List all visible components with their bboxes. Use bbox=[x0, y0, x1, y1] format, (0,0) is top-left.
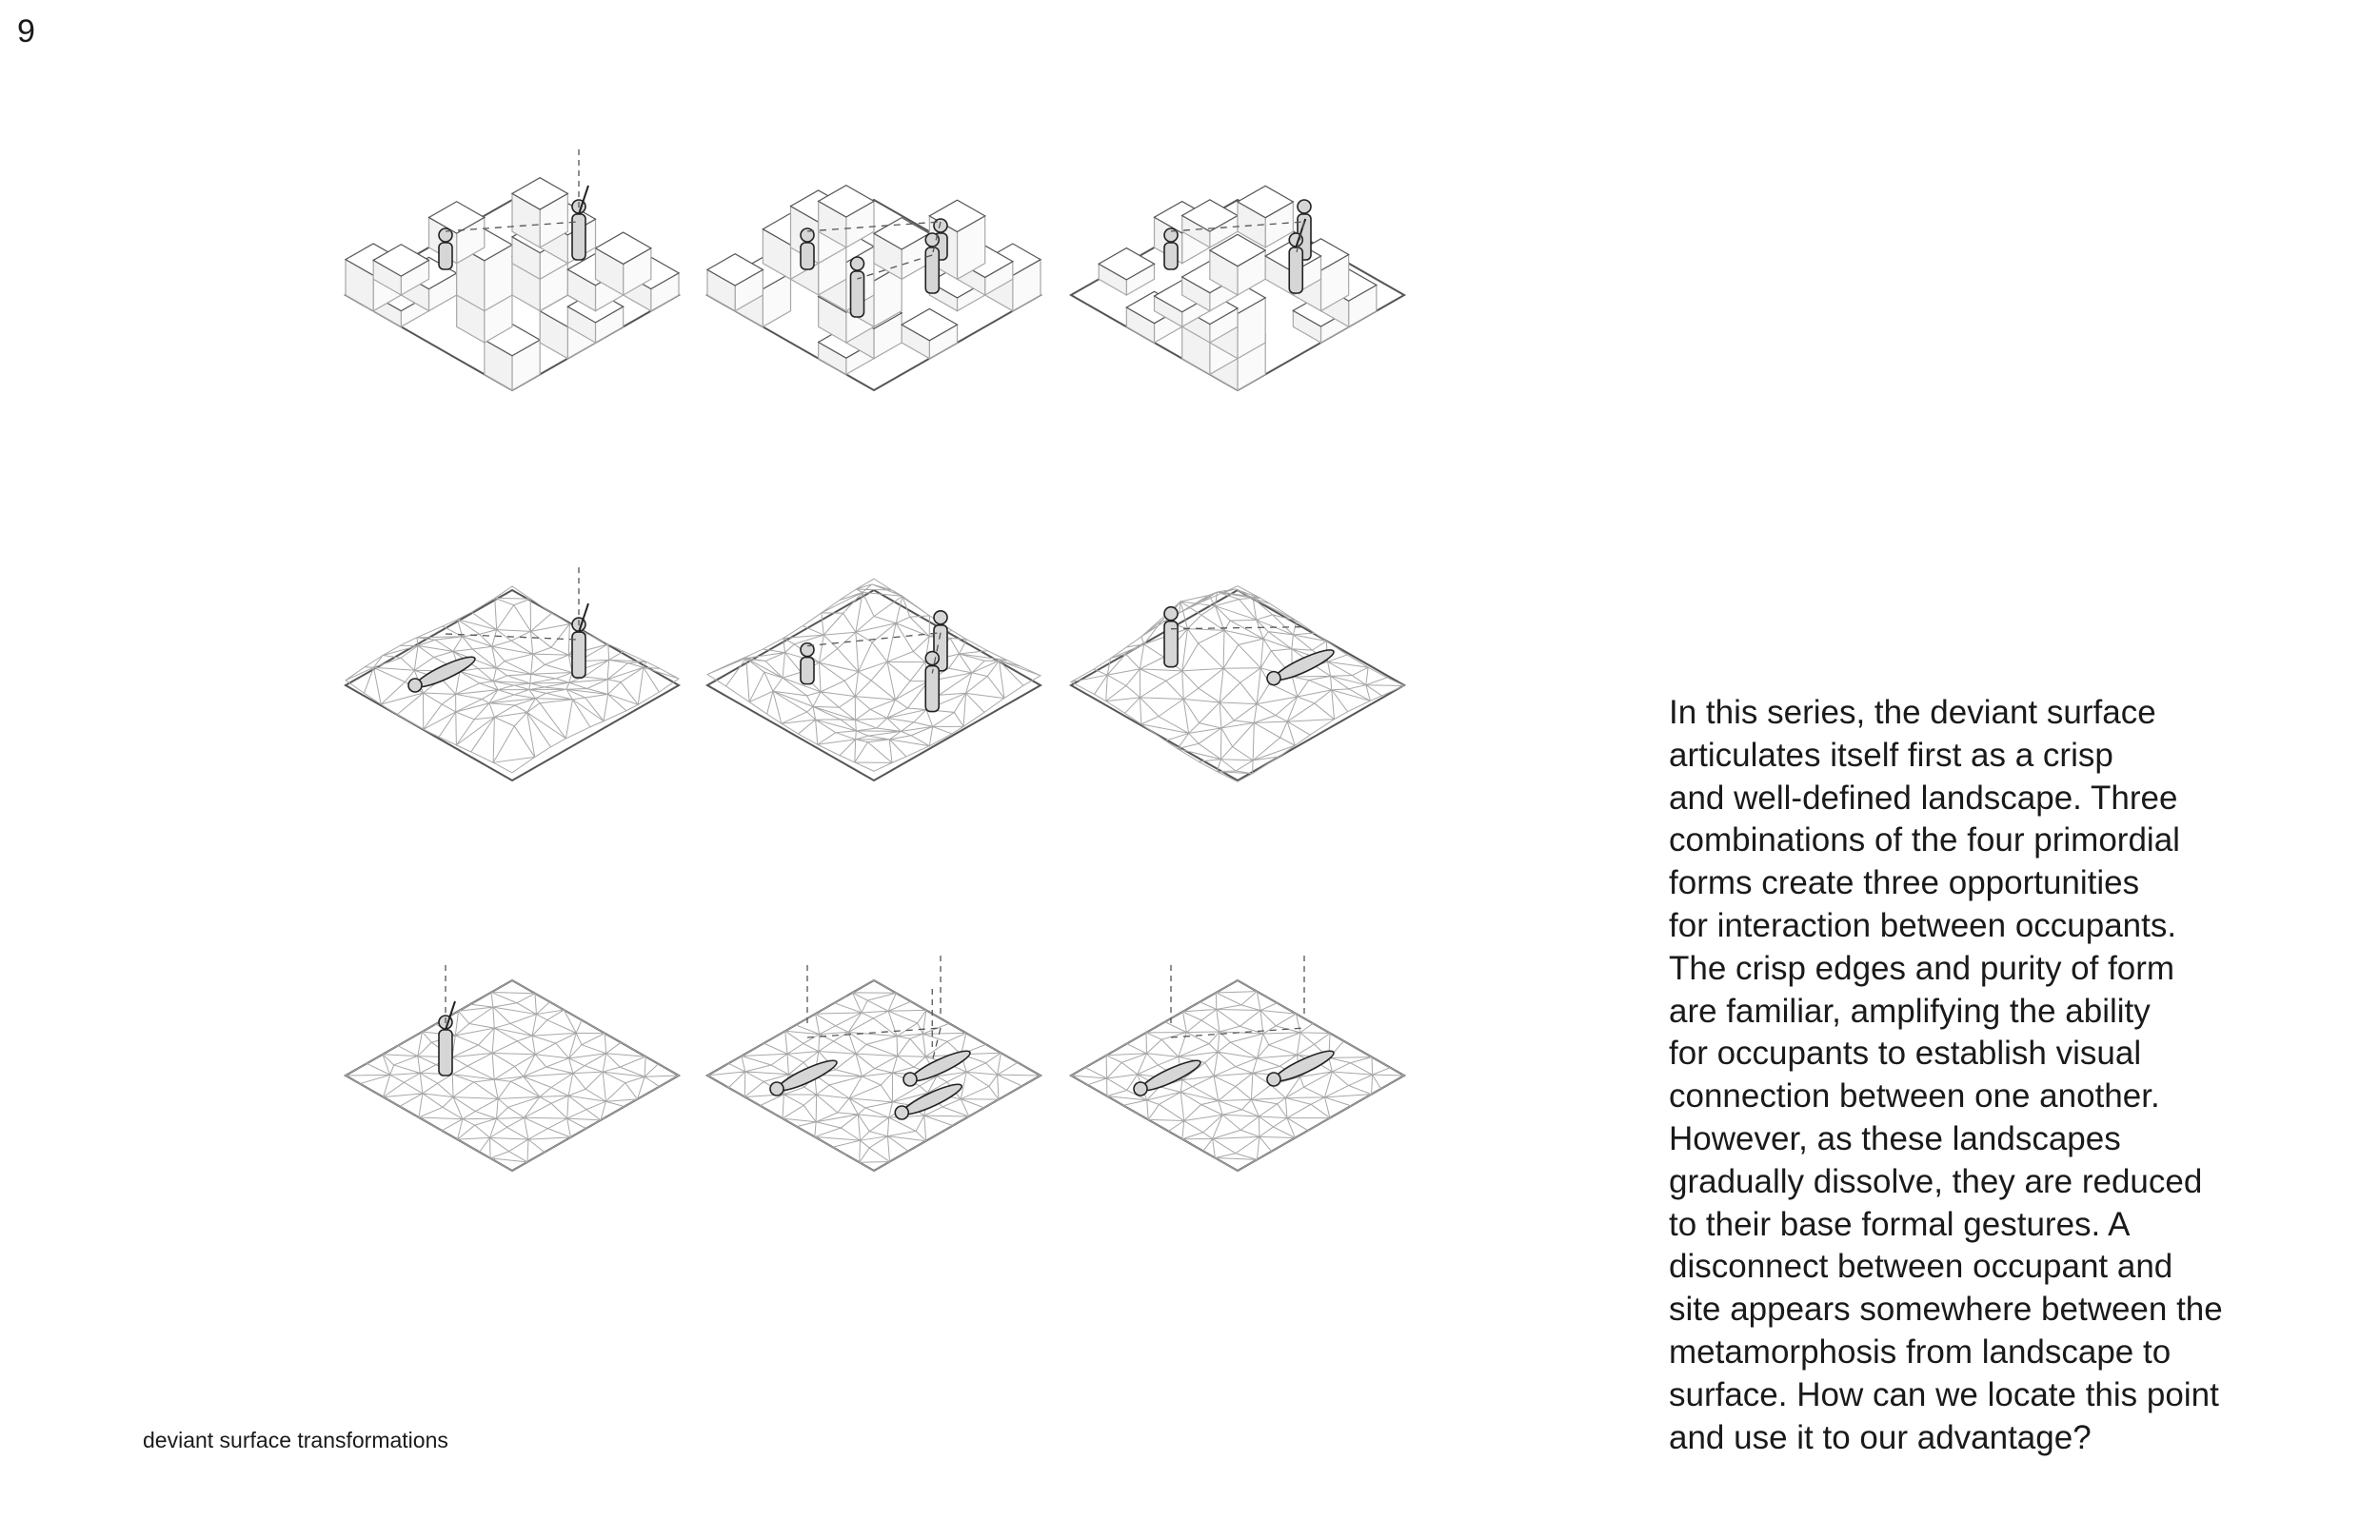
body-line: to their base formal gestures. A bbox=[1669, 1205, 2131, 1243]
panel-r2-c0 bbox=[346, 961, 679, 1171]
panel-r2-c1 bbox=[707, 952, 1041, 1171]
occupant-pointing-icon bbox=[572, 603, 588, 678]
surface-outline bbox=[707, 980, 1041, 1171]
figure-caption: deviant surface transformations bbox=[143, 1428, 448, 1452]
occupant-sitting-icon bbox=[439, 228, 452, 269]
body-line: for interaction between occupants. bbox=[1669, 906, 2177, 944]
body-line: disconnect between occupant and bbox=[1669, 1248, 2173, 1286]
body-line: forms create three opportunities bbox=[1669, 864, 2140, 902]
body-line: surface. How can we locate this point bbox=[1669, 1375, 2219, 1413]
surface-outline bbox=[1071, 980, 1404, 1171]
panel-r1-c2 bbox=[1071, 586, 1404, 781]
panel-r1-c1 bbox=[707, 579, 1041, 780]
body-line: for occupants to establish visual bbox=[1669, 1035, 2142, 1073]
occupant-standing-icon bbox=[925, 652, 939, 712]
page-number: 9 bbox=[17, 13, 35, 49]
body-line: combinations of the four primordial bbox=[1669, 821, 2180, 859]
occupant-arms-raised-icon bbox=[439, 1001, 455, 1076]
body-line: and well-defined landscape. Three bbox=[1669, 779, 2178, 817]
body-line: connection between one another. bbox=[1669, 1077, 2160, 1116]
panel-r0-c1 bbox=[707, 186, 1041, 390]
occupant-standing-icon bbox=[851, 257, 864, 317]
body-line: gradually dissolve, they are reduced bbox=[1669, 1162, 2203, 1200]
body-paragraph bbox=[1669, 692, 2335, 1459]
body-line: articulates itself first as a crisp bbox=[1669, 736, 2113, 774]
occupant-pointing-icon bbox=[572, 186, 588, 260]
body-line: In this series, the deviant surface bbox=[1669, 694, 2156, 731]
surface-outline bbox=[346, 980, 679, 1171]
panel-r2-c2 bbox=[1071, 952, 1404, 1171]
occupant-sitting-icon bbox=[1164, 228, 1178, 269]
occupant-standing-icon bbox=[925, 233, 939, 293]
body-line: are familiar, amplifying the ability bbox=[1669, 992, 2151, 1030]
body-line: metamorphosis from landscape to bbox=[1669, 1333, 2172, 1371]
panel-r1-c0 bbox=[346, 563, 679, 780]
body-line: However, as these landscapes bbox=[1669, 1119, 2121, 1157]
occupant-standing-icon bbox=[1164, 607, 1178, 667]
panel-r0-c2 bbox=[1071, 186, 1404, 390]
occupant-sitting-icon bbox=[801, 228, 814, 269]
occupant-sitting-icon bbox=[801, 643, 814, 684]
body-line: The crisp edges and purity of form bbox=[1669, 949, 2175, 987]
body-line: and use it to our advantage? bbox=[1669, 1418, 2092, 1456]
body-line: site appears somewhere between the bbox=[1669, 1291, 2223, 1329]
panel-r0-c0 bbox=[346, 146, 679, 390]
